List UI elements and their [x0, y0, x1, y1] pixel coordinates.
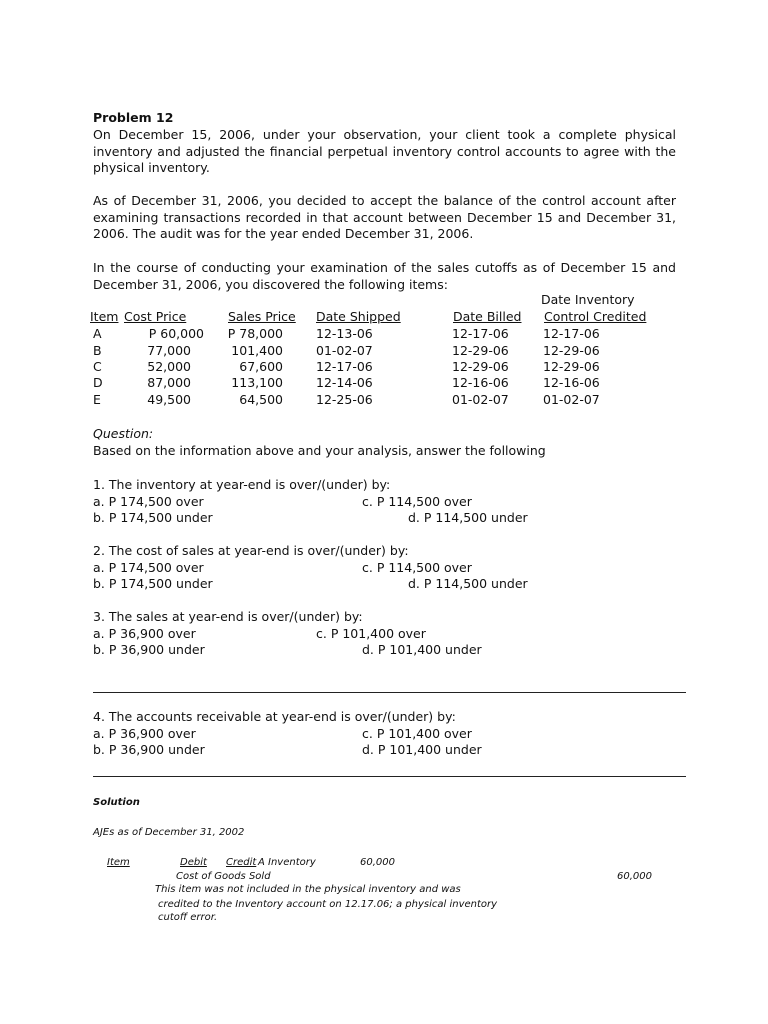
table-cell: 52,000	[147, 359, 191, 374]
table-cell: 01-02-07	[452, 392, 509, 407]
divider	[93, 692, 686, 693]
option-d: d. P 114,500 under	[408, 576, 528, 591]
table-cell: 101,400	[231, 343, 283, 358]
explanation-line: cutoff error.	[158, 912, 218, 923]
table-cell: 12-17-06	[316, 359, 373, 374]
table-cell: P 78,000	[227, 326, 283, 341]
table-cell: C	[93, 359, 102, 374]
question-stem: 2. The cost of sales at year-end is over/(under) by:	[93, 543, 409, 558]
table-cell: A	[93, 326, 102, 341]
divider	[93, 776, 686, 777]
option-b: b. P 174,500 under	[93, 510, 213, 525]
column-debit-label: Debit	[180, 857, 207, 868]
table-cell: 67,600	[239, 359, 283, 374]
option-d: d. P 101,400 under	[362, 742, 482, 757]
option-c: c. P 114,500 over	[362, 560, 472, 575]
option-b: b. P 174,500 under	[93, 576, 213, 591]
aje-heading: AJEs as of December 31, 2002	[93, 827, 245, 838]
table-header: Sales Price	[228, 309, 296, 324]
option-c: c. P 101,400 over	[316, 626, 426, 641]
column-credit-label: Credit	[226, 857, 257, 868]
option-a: a. P 174,500 over	[93, 560, 204, 575]
table-cell: 12-29-06	[452, 343, 509, 358]
table-cell: 12-14-06	[316, 375, 373, 390]
table-cell: 01-02-07	[316, 343, 373, 358]
table-cell: P 60,000	[148, 326, 204, 341]
option-c: c. P 101,400 over	[362, 726, 472, 741]
table-cell: 12-17-06	[452, 326, 509, 341]
option-b: b. P 36,900 under	[93, 642, 205, 657]
question-stem: 4. The accounts receivable at year-end is over/(under) by:	[93, 709, 456, 724]
table-cell: 12-16-06	[543, 375, 600, 390]
entry-credit-account: Cost of Goods Sold	[176, 871, 271, 882]
table-cell: E	[93, 392, 101, 407]
explanation-line: This item was not included in the physical inventory and was	[155, 884, 461, 895]
entry-account: A Inventory	[258, 857, 316, 868]
table-header-top: Date Inventory	[541, 292, 635, 307]
option-a: a. P 174,500 over	[93, 494, 204, 509]
option-d: d. P 114,500 under	[408, 510, 528, 525]
table-header: Date Shipped	[316, 309, 401, 324]
entry-debit-amount: 60,000	[360, 857, 395, 868]
option-a: a. P 36,900 over	[93, 626, 196, 641]
table-cell: 12-29-06	[543, 359, 600, 374]
option-c: c. P 114,500 over	[362, 494, 472, 509]
table-cell: 12-29-06	[452, 359, 509, 374]
option-b: b. P 36,900 under	[93, 742, 205, 757]
table-cell: 12-25-06	[316, 392, 373, 407]
table-cell: 113,100	[231, 375, 283, 390]
table-header: Control Credited	[544, 309, 647, 324]
table-cell: 12-29-06	[543, 343, 600, 358]
option-a: a. P 36,900 over	[93, 726, 196, 741]
paragraph-3: In the course of conducting your examination of the sales cutoffs as of December 15 and December 31, 2006, you discovered the following items:	[93, 260, 676, 292]
table-cell: B	[93, 343, 102, 358]
entry-credit-amount: 60,000	[617, 871, 652, 882]
table-cell: 49,500	[147, 392, 191, 407]
paragraph-2: As of December 31, 2006, you decided to accept the balance of the control account after examining transactions recorded in that account between December 15 and December 31, 2006. The audit was for the year ended December 31, 2006.	[93, 193, 676, 241]
question-stem: 3. The sales at year-end is over/(under) by:	[93, 609, 363, 624]
table-cell: 77,000	[147, 343, 191, 358]
table-cell: 12-13-06	[316, 326, 373, 341]
table-cell: D	[93, 375, 103, 390]
question-label: Question:	[93, 426, 154, 441]
table-header: Date Billed	[453, 309, 522, 324]
question-intro: Based on the information above and your analysis, answer the following	[93, 443, 546, 458]
solution-heading: Solution	[93, 797, 140, 808]
table-cell: 01-02-07	[543, 392, 600, 407]
table-header: Item	[90, 309, 119, 324]
question-stem: 1. The inventory at year-end is over/(under) by:	[93, 477, 391, 492]
table-cell: 12-16-06	[452, 375, 509, 390]
table-cell: 64,500	[239, 392, 283, 407]
table-cell: 87,000	[147, 375, 191, 390]
option-d: d. P 101,400 under	[362, 642, 482, 657]
column-item-label: Item	[107, 857, 130, 868]
table-cell: 12-17-06	[543, 326, 600, 341]
paragraph-1: On December 15, 2006, under your observation, your client took a complete physical inventory and adjusted the financial perpetual inventory control accounts to agree with the physical inventory.	[93, 127, 676, 175]
table-header: Cost Price	[124, 309, 187, 324]
problem-title: Problem 12	[93, 110, 174, 125]
explanation-line: credited to the Inventory account on 12.17.06; a physical inventory	[158, 899, 498, 910]
